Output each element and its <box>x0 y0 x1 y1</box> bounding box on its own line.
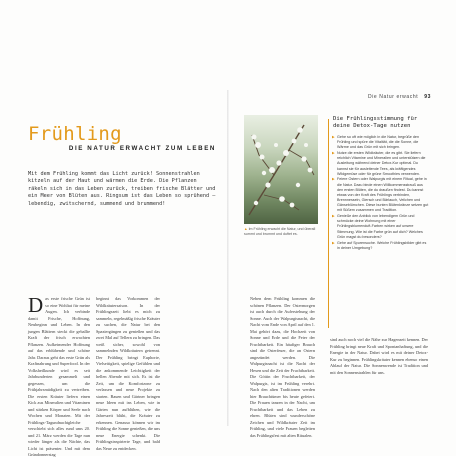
body-text-2: beginnt das Vorkommen der Wildkräutersaison. In der Frühlingszeit liebt es mich zu sammeln, regelmäßig frische Kräuter zu suchen, die Natur bei den Spaziergängen zu genießen und das zwei Mal auf Tellern zu bringen. Das weiß sicher, sowohl von sammelnden Wildkräutern getrennt. Der Frühling bringt Euphorie, Vielseitigkeit, spielige Gefühlen und die ankommende Leichtigkeit der hellen Abende mit sich. Es ist die Zeit, um die Komfortzone zu verlassen und neue Projekte zu starten. Bauen und Gärtner bringen neue Ideen mit ins Leben, wie in Gärten nun aufblühen, wie die Jahreszeit blüht, die Kräuter zu erkennen. Genauso können wir im Frühling die Sonne genießen, die uns neue Energie schenkt. Die Frühlingsinspirierte Tage, und bald das Neue zu entdecken. <box>96 296 160 451</box>
body-column-1 <box>28 293 90 459</box>
body-column-5 <box>330 337 428 376</box>
caption-text: Im Frühling erwacht die Natur, und überall summt und brummt und duftet es. <box>244 227 316 236</box>
chapter-subtitle: DIE NATUR ERWACHT ZUM LEBEN <box>68 145 216 152</box>
tip-box-list <box>332 135 429 251</box>
intro-paragraph: Mit dem Frühling kommt das Licht zurück! Sonnenstrahlen kitzeln auf der Haut und wärmen die Erde. Die Pflanzen räkeln sich in das Leben zurück, treiben frische Blätter und ein Meer von Blüten aus. Ringsum ist das Leben so sprühend – lebendig, zwitschernd, summend und brummend! <box>28 171 216 207</box>
tip-item-text: Gehe auf Spurensuche. Welche Frühlingsbilder gibt es in deiner Umgebung? <box>337 240 427 250</box>
tip-box-title: Die Frühlingsstimmung für deine Detox-Tage nutzen <box>333 116 418 129</box>
caption-triangle-icon: ▲ <box>244 227 248 231</box>
arrow-bullet-icon: ▶ <box>332 240 335 245</box>
running-head <box>368 94 431 100</box>
tip-item-text: Gehe so oft wie möglich in die Natur, begrüße den Frühling und spüre die Vitalität, die die Sonne, die Wärme und das Grün mit sich bringen. <box>337 135 419 150</box>
tip-item-text: Feiere Ostern oder Walpurgis mit einem Ritual, gehe in die Natur. Dazu binde einen Willkommensstrauß aus den ersten Blüten, die du draußen findest. Du kannst etwas von der Kraft des Frühlings verbinden, Brennnesseln, Giersch und Bärlauch, Veilchen und Gänseblümchen. Diese bunten Blütenkränze setzen gut mit Süßem zusammen und Tradition. <box>337 177 429 213</box>
tip-item <box>332 151 429 177</box>
tip-item <box>332 135 429 150</box>
blossom-branch-image <box>244 115 318 224</box>
page-spine <box>227 90 229 426</box>
chapter-title: Frühling <box>28 123 122 145</box>
running-head-text: Die Natur erwacht <box>368 94 419 100</box>
drop-cap: D <box>28 293 44 317</box>
tip-item <box>332 214 429 240</box>
body-text-1b: Mit der Frühlings-Tagundnachtgleiche verschiebt sich alles rund ums 20. und 21. März werden die Tage nun wieder länger als die Nächte, das Licht ist präsenter. Und mit dem Gründonnerstag <box>28 413 90 457</box>
page-number: 93 <box>424 94 431 100</box>
blossom-photo <box>244 115 318 224</box>
body-text-4: Neben dem Frühling kommen die schönen Pflanzen. Der Ostermorgen ist auch durch die Auferstehung der Sonne. Auch der Walpurgisnacht, die Nacht vom Ende von April auf den 1. Mai gehört dazu, die Hochzeit von Sonne und Erde und die Feier der Fruchtbarkeit. Ein häufiger Brauch sind die Osterfeuer, die an Ostern angezündet werden. Die Walpurgisnacht ist die Nacht der Hexen und die Zeit der Fruchtbarkeit. Die Göttin der Fruchtbarkeit, der Walpurgis, ist im Frühling verehrt. Nach den alten Traditionen werden hier Brauchtümer bis heute gefeiert. Die Frauen tanzen in der Nacht, um Fruchtbarkeit und das Leben zu ehren. Blüten sind wunderschöne Zeichen und Wildkräuter Zeit im Frühling, und viele Frauen begleiten das Frühlingsfest mit alten Ritualen. <box>250 296 315 438</box>
tip-item-text: Nutze die ersten Wildkräuter, die es gibt. Sie liefern reichlich Vitamine und Mineralien und unterstützen die Ausleitung während deiner Detox-Kur optimal. Du kannst sie für ausleitende Tees, als kräftigendes Wildgemüse oder für grüne Smoothies verwenden. <box>337 151 426 176</box>
arrow-bullet-icon: ▶ <box>332 177 335 182</box>
tip-item <box>332 241 429 251</box>
body-text-5: sind auch noch viel die Nähe zur Hagenzeit kennen. Der Frühling bringt neue Kraft und Spontanhaftung, und die Energie in der Natur. Dabei wird es mit deiner Detox-Kur zu beginnen. Frühlingskräuter kennen ebenso einen Ablauf der Natur. Die Sonnenwende ist Tradition und mit den Sonnenstrahlen für uns. <box>330 337 428 375</box>
arrow-bullet-icon: ▶ <box>332 135 335 139</box>
arrow-bullet-icon: ▶ <box>332 151 335 156</box>
body-column-2 <box>96 296 160 452</box>
tip-item-text: Genieße den Anblick von lebendigem Grün und schmücke deine Wohnung mit einer Frühlingsblumenduft-Farben wirken auf unsere Stimmung. Wie ist die Farbe grün auf dich? Welches Grün magst du besonders? <box>337 214 423 239</box>
body-column-4 <box>250 296 315 439</box>
body-text-1: as erste frische Grün ist so eine Wohltat für meine Augen. Ich verbinde damit Frische, Hoffnung, Neubeginn und Leben. In den jungen Blättern steckt die geballte Kraft der frisch erwachten Pflanzen. Aufkeimender Hoffnung auf das erblühende und schöne Jahr. Daraus geht das erste Grün als Kraftnahrung und Superfood. In der Volksheilkunde wird es seit Jahrhunderten gesammelt und gegessen, um die Frühjahrsmüdigkeit zu vertreiben. Die ersten Kräuter liefern einen Kick aus Mineralien und Vitaminen und stärken Körper und Seele nach Wochen und Monaten. <box>28 296 90 418</box>
arrow-bullet-icon: ▶ <box>332 214 335 219</box>
tip-item <box>332 177 429 213</box>
photo-caption <box>244 227 318 237</box>
